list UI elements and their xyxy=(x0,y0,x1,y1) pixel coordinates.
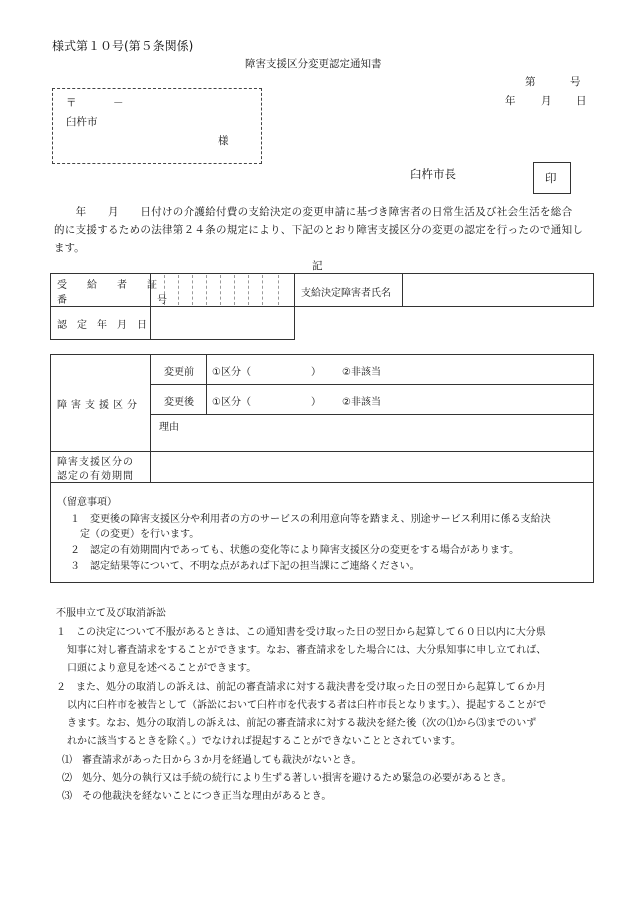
number-label-prefix: 第 xyxy=(525,76,536,88)
appeal-p2d: れかに該当するときを除く。）でなければ提起することができないこととされています。 xyxy=(67,736,461,747)
after-option-category: ①区分（ ） xyxy=(212,397,321,408)
decision-name-label: 支給決定障害者氏名 xyxy=(301,288,391,299)
note-1b: 定（の変更）を行います。 xyxy=(80,529,200,540)
appeal-p1c: 口頭により意見を述べることができます。 xyxy=(67,663,257,674)
form-number: 様式第１０号(第５条関係) xyxy=(52,39,194,53)
recipient-number-label-2: 番 号 xyxy=(57,295,167,306)
appeal-p1b: 知事に対し審査請求をすることができます。なお、審査請求をした場合には、大分県知事に申し立てれば、 xyxy=(67,645,547,656)
body-line-3: ます。 xyxy=(54,242,85,254)
before-option-not-applicable: ②非該当 xyxy=(342,367,381,378)
issuer-name: 臼杵市長 xyxy=(410,167,456,181)
after-option-not-applicable: ②非該当 xyxy=(342,397,381,408)
appeal-item-3: ⑶ その他裁決を経ないことにつき正当な理由があるとき。 xyxy=(62,791,332,802)
before-change-label: 変更前 xyxy=(164,367,194,378)
note-3: ３ 認定結果等について、不明な点があれば下記の担当課にご連絡ください。 xyxy=(70,561,420,572)
certification-date-label: 認 定 年 月 日 xyxy=(57,320,147,331)
appeal-p2c: きます。なお、処分の取消しの訴えは、前記の審査請求に対する裁決を経た後（次の⑴から⑶までのいず xyxy=(67,718,537,729)
category-label: 障害支援区分 xyxy=(57,400,141,411)
note-1a: １ 変更後の障害支援区分や利用者の方のサービスの利用意向等を踏まえ、別途サービス利用に係る支給決 xyxy=(70,514,551,525)
postal-dash: － xyxy=(113,97,124,109)
appeal-heading: 不服申立て及び取消訴訟 xyxy=(56,608,166,619)
reason-label: 理由 xyxy=(159,422,179,433)
document-title: 障害支援区分変更認定通知書 xyxy=(245,58,382,70)
appeal-item-1: ⑴ 審査請求があった日から３か月を経過しても裁決がないとき。 xyxy=(62,755,362,766)
postal-mark: 〒 xyxy=(66,97,77,109)
notes-heading: （留意事項） xyxy=(57,497,117,508)
before-option-category: ①区分（ ） xyxy=(212,367,321,378)
seal-mark: 印 xyxy=(545,171,557,185)
body-line-1: 年 月 日付けの介護給付費の支給決定の変更申請に基づき障害者の日常生活及び社会生活を総合 xyxy=(54,206,573,218)
date-month-label: 月 xyxy=(541,95,552,107)
validity-label-1: 障害支援区分の xyxy=(57,457,134,468)
ki-mark: 記 xyxy=(312,260,323,272)
number-label-suffix: 号 xyxy=(570,76,581,88)
recipient-number-label-1: 受 給 者 証 xyxy=(57,280,157,291)
date-year-label: 年 xyxy=(505,95,516,107)
validity-label-2: 認定の有効期間 xyxy=(57,471,134,482)
note-2: ２ 認定の有効期間内であっても、状態の変化等により障害支援区分の変更をする場合があります。 xyxy=(70,545,520,556)
after-change-label: 変更後 xyxy=(164,397,194,408)
date-day-label: 日 xyxy=(576,95,587,107)
appeal-p2a: ２ また、処分の取消しの訴えは、前記の審査請求に対する裁決書を受け取った日の翌日から起算して６か月 xyxy=(56,682,546,693)
appeal-item-2: ⑵ 処分、処分の執行又は手続の続行により生ずる著しい損害を避けるため緊急の必要があるとき。 xyxy=(62,773,512,784)
appeal-p1a: １ この決定について不服があるときは、この通知書を受け取った日の翌日から起算して６０日以内に大分県 xyxy=(56,627,546,638)
recipient-honorific: 様 xyxy=(218,135,229,147)
recipient-city: 臼杵市 xyxy=(66,116,98,128)
appeal-p2b: 以内に臼杵市を被告として（訴訟において臼杵市を代表する者は臼杵市長となります。）、提起することがで xyxy=(67,700,547,711)
body-line-2: 的に支援するための法律第２４条の規定により、下記のとおり障害支援区分の変更の認定を行ったので通知し xyxy=(54,224,584,236)
